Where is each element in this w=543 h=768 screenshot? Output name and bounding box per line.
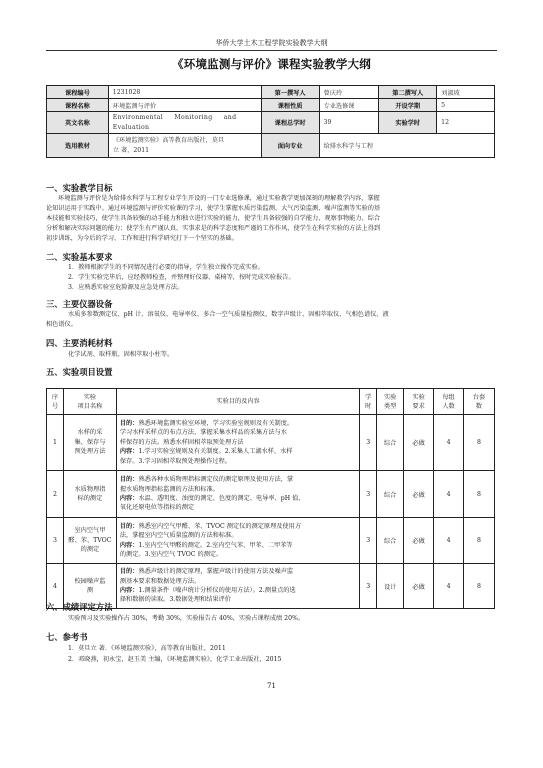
english-name-line1: Environmental Monitoring and <box>112 113 237 121</box>
row-type: 设计 <box>377 564 404 609</box>
course-name-label: 课程名称 <box>47 99 109 112</box>
header-sets: 台套 数 <box>464 389 495 415</box>
section-1-line: 本技能和实验技巧，使学生具备较强的动手能力和独立进行实验的能力，使学生具备较强的自学能力、观察事物能力、综合 <box>46 215 381 223</box>
row-hours: 3 <box>360 471 377 518</box>
section-1-line: 初步训练，为今后的学习、工作和进行科学研究打下一个坚实的基础。 <box>46 235 238 243</box>
total-hours-label: 课程总学时 <box>261 112 319 134</box>
table-row <box>47 415 495 471</box>
section-3-body <box>46 310 495 330</box>
section-2-title: 二、实验基本要求 <box>46 252 113 262</box>
row-requirement: 必做 <box>404 564 434 609</box>
course-name-value: 环境监测与评价 <box>108 99 261 112</box>
header-requirement: 实验 要求 <box>404 389 434 415</box>
exp-hours-value: 12 <box>437 112 495 134</box>
section-1-line: 分析和解决实际问题的能力；使学生有严谨认真、实事求是的科学态度和严谨的工作作风，使学生在科学实验的方法上得到 <box>46 225 381 233</box>
textbook-label: 选用教材 <box>47 134 109 158</box>
table-row <box>47 471 495 518</box>
section-4-title: 四、主要消耗材料 <box>46 338 113 348</box>
requirement-item: 1．教师根据学生的不同情况进行必要的指导，学生独立操作完成实验。 <box>68 264 264 271</box>
semester-label: 开设学期 <box>379 99 437 112</box>
header-name: 实验 项目名称 <box>63 389 116 415</box>
row-sets: 8 <box>464 564 495 609</box>
row-name: 室内空气甲 醛、苯、TVOC 的测定 <box>63 518 116 564</box>
author1-label: 第一撰写人 <box>261 86 319 99</box>
section-1-line: 环境监测与评价是为给排水科学与工程专业学生开设的一门专业选修课，通过实验教学更加深刻的理解教学内容，掌握 <box>58 195 380 202</box>
row-type: 综合 <box>377 471 404 518</box>
row-group-size: 4 <box>434 564 464 609</box>
row-content: 目的：熟悉各种水质物理指标测定仪的测定原理及使用方法，掌 握水质物理指标监测的方法和标准。 内容：水温、透明度、浊度的测定、色度的测定、电导率、pH 值、 氧化还原电位等指标的测定 <box>116 471 359 518</box>
row-group-size: 4 <box>434 471 464 518</box>
equipment-line: 水质多参数测定仪、pH 计、溶氧仪、电导率仪、多合一空气质量检测仪、数字声级计、固相萃取仪、气相色谱仪、液 <box>68 311 389 318</box>
table-row <box>47 518 495 564</box>
nature-value: 专业选修课 <box>319 99 379 112</box>
author2-value: 刘淑坡 <box>437 86 495 99</box>
english-name-value <box>108 112 261 134</box>
section-3-title: 三、主要仪器设备 <box>46 299 113 309</box>
row-hours: 3 <box>360 415 377 471</box>
header-type: 实验 类型 <box>377 389 404 415</box>
row-hours: 3 <box>360 518 377 564</box>
row-no: 2 <box>47 471 64 518</box>
header-hours: 学 时 <box>360 389 377 415</box>
page-number: 71 <box>267 682 276 690</box>
course-info-table <box>46 85 495 158</box>
semester-value: 5 <box>437 99 495 112</box>
section-1-body <box>46 194 495 244</box>
row-requirement: 必做 <box>404 415 434 471</box>
english-name-line2: Evaluation <box>112 123 150 131</box>
equipment-line: 相色谱仪。 <box>46 321 77 329</box>
row-name: 水质物理指 标的测定 <box>63 471 116 518</box>
row-name: 校园噪声监 测 <box>63 564 116 609</box>
document-title: 《环境监测与评价》课程实验教学大纲 <box>172 57 371 71</box>
row-content: 目的：熟悉声级计的测定原理，掌握声级计的使用方法及噪声监 测基本要求和数据处理方法。 内容：1.测量条件（噪声统计分析仪的使用方法）。2.测量点的选 择和数据的读取。3.数据处理和结果评价 <box>116 564 359 609</box>
textbook-line1: 《环境监测实验》高等教育出版社，莫旦 <box>112 136 225 144</box>
row-name: 水样的采 集、保存与 预处理方法 <box>63 415 116 471</box>
textbook-value <box>108 134 261 158</box>
materials-text: 化学试剂、取样瓶、固相萃取小柱等。 <box>68 351 174 358</box>
course-code-label: 课程编号 <box>47 86 109 99</box>
requirement-item: 2．学生实验完毕后，应经教师检查，并整理好仪器、桌椅等，按时完成实验报告。 <box>68 274 295 281</box>
author2-label: 第二撰写人 <box>379 86 437 99</box>
row-group-size: 4 <box>434 415 464 471</box>
row-content: 目的：熟悉环境监测实验室环境，学习实验室规则及有关制度。 学习水样采样点的布点方法，掌握采集水样品的采集方法与水 样保存的方法。熟悉水样固相萃取预处理方法 内容：1.学习实验室规则及有关制度。2.采集人工湖水样，水样 保存。3.学习固相萃取预处理操作过程。 <box>116 415 359 471</box>
major-label: 面向专业 <box>261 134 319 158</box>
section-7-title: 七、参考书 <box>46 632 88 642</box>
nature-label: 课程性质 <box>261 99 319 112</box>
header-no: 序 号 <box>47 389 64 415</box>
major-value: 给排水科学与工程 <box>319 134 494 158</box>
row-sets: 8 <box>464 518 495 564</box>
section-6-title: 六、成绩评定方法 <box>46 602 113 612</box>
row-type: 综合 <box>377 518 404 564</box>
header-content: 实验目的及内容 <box>116 389 359 415</box>
header-group-size: 每组 人数 <box>434 389 464 415</box>
exp-hours-label: 实验学时 <box>379 112 437 134</box>
reference-item: 2．邓晓燕，初永宝，赵玉美 主编，《环境监测实验》，化学工业出版社，2015 <box>68 656 282 663</box>
running-header: 华侨大学土木工程学院实验教学大纲 <box>46 38 497 51</box>
total-hours-value: 39 <box>319 112 379 134</box>
textbook-line2: 立 著，2011 <box>112 146 150 154</box>
row-content: 目的：熟悉室内空气甲醛、苯、TVOC 测定仪的测定原理及使用方 法，掌握室内空气质量监测的方法和标准。 内容：1.室内空气甲醛的测定。2.室内空气苯、甲苯、二甲苯等 的测定。3.室内空气 TVOC 的测定。 <box>116 518 359 564</box>
row-group-size: 4 <box>434 518 464 564</box>
row-requirement: 必做 <box>404 471 434 518</box>
row-no: 3 <box>47 518 64 564</box>
section-1-line: 论知识运用于实践中。通过环境监测与评价实验课的学习，使学生掌握水质污染监测、大气污染监测、噪声监测等实验的基 <box>46 205 381 213</box>
row-requirement: 必做 <box>404 518 434 564</box>
grading-text: 实验预习及实验操作占 30%，考勤 30%，实验报告占 40%，实验占课程成绩 20%。 <box>68 615 305 622</box>
row-no: 1 <box>47 415 64 471</box>
requirement-item: 3．应熟悉实验室危险源及应急处理方法。 <box>68 284 184 291</box>
row-hours: 3 <box>360 564 377 609</box>
author1-value: 曾庆玲 <box>319 86 379 99</box>
section-1-title: 一、实验教学目标 <box>46 183 113 193</box>
table-row <box>47 564 495 609</box>
row-type: 综合 <box>377 415 404 471</box>
row-no: 4 <box>47 564 64 609</box>
reference-item: 1．莫旦立 著．《环境监测实验》，高等教育出版社，2011 <box>68 645 226 652</box>
row-sets: 8 <box>464 415 495 471</box>
english-name-label: 英文名称 <box>47 112 109 134</box>
course-code-value: 1231028 <box>108 86 261 99</box>
row-sets: 8 <box>464 471 495 518</box>
experiment-table <box>46 388 495 609</box>
section-5-title: 五、实验项目设置 <box>46 367 113 377</box>
